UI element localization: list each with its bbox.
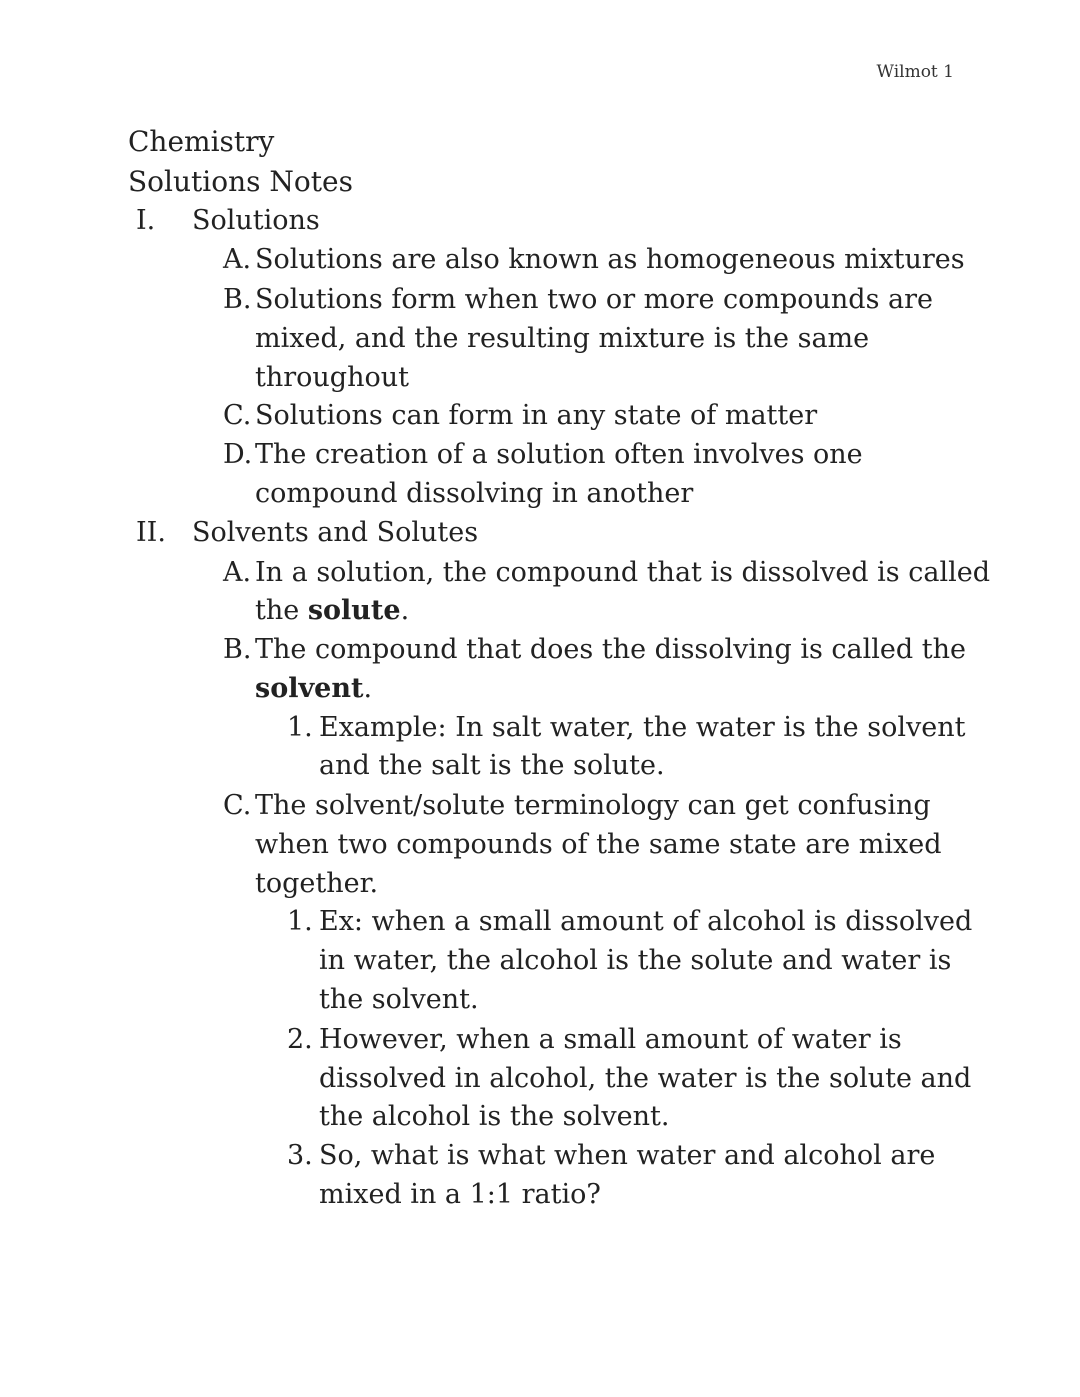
section-title: Solutions <box>192 205 320 236</box>
subitem-text: Ex: when a small amount of alcohol is dissolved <box>319 906 973 937</box>
item-text-continued <box>255 597 409 624</box>
subitem-label: 1. <box>287 906 313 937</box>
section-numeral: I. <box>136 205 156 236</box>
subitem-text: So, what is what when water and alcohol are <box>319 1140 936 1171</box>
subitem-label: 3. <box>287 1140 313 1171</box>
subitem-text: dissolved in alcohol, the water is the solute and <box>319 1063 972 1094</box>
subitem-text: mixed in a 1:1 ratio? <box>319 1179 601 1210</box>
item-label: C. <box>223 790 252 821</box>
item-text: throughout <box>255 362 409 393</box>
item-text: Solutions form when two or more compounds are <box>255 284 934 315</box>
subitem-text: However, when a small amount of water is <box>319 1024 902 1055</box>
key-term-solvent: solvent <box>255 673 364 704</box>
item-text: together. <box>255 868 379 899</box>
item-text: The compound that does the dissolving is called the <box>255 634 966 665</box>
subitem-text: the alcohol is the solvent. <box>319 1101 670 1132</box>
subitem-text: Example: In salt water, the water is the solvent <box>319 712 966 743</box>
running-head: Wilmot 1 <box>876 62 954 82</box>
subitem-label: 1. <box>287 712 313 743</box>
item-text: The solvent/solute terminology can get confusing <box>255 790 931 821</box>
key-term-solute: solute <box>307 595 401 626</box>
subitem-label: 2. <box>287 1024 313 1055</box>
item-text: The creation of a solution often involves one <box>255 439 863 470</box>
item-text: when two compounds of the same state are mixed <box>255 829 942 860</box>
text-fragment: the <box>255 595 308 626</box>
section-title: Solvents and Solutes <box>192 517 479 548</box>
subitem-text: the solvent. <box>319 984 479 1015</box>
subitem-text: and the salt is the solute. <box>319 750 665 781</box>
section-numeral: II. <box>136 517 166 548</box>
item-text: compound dissolving in another <box>255 478 694 509</box>
subitem-text: in water, the alcohol is the solute and water is <box>319 945 952 976</box>
item-label: A. <box>223 557 252 588</box>
item-text: In a solution, the compound that is dissolved is called <box>255 557 990 588</box>
course-title: Chemistry <box>128 125 275 158</box>
item-text: Solutions are also known as homogeneous mixtures <box>255 244 965 275</box>
item-text: mixed, and the resulting mixture is the same <box>255 323 870 354</box>
item-text: Solutions can form in any state of matter <box>255 400 818 431</box>
text-fragment: . <box>363 673 373 704</box>
topic-title: Solutions Notes <box>128 165 353 198</box>
item-label: C. <box>223 400 252 431</box>
item-label: B. <box>223 284 252 315</box>
item-label: D. <box>223 439 253 470</box>
item-label: B. <box>223 634 252 665</box>
text-fragment: . <box>400 595 410 626</box>
item-label: A. <box>223 244 252 275</box>
item-text-continued <box>255 675 372 702</box>
